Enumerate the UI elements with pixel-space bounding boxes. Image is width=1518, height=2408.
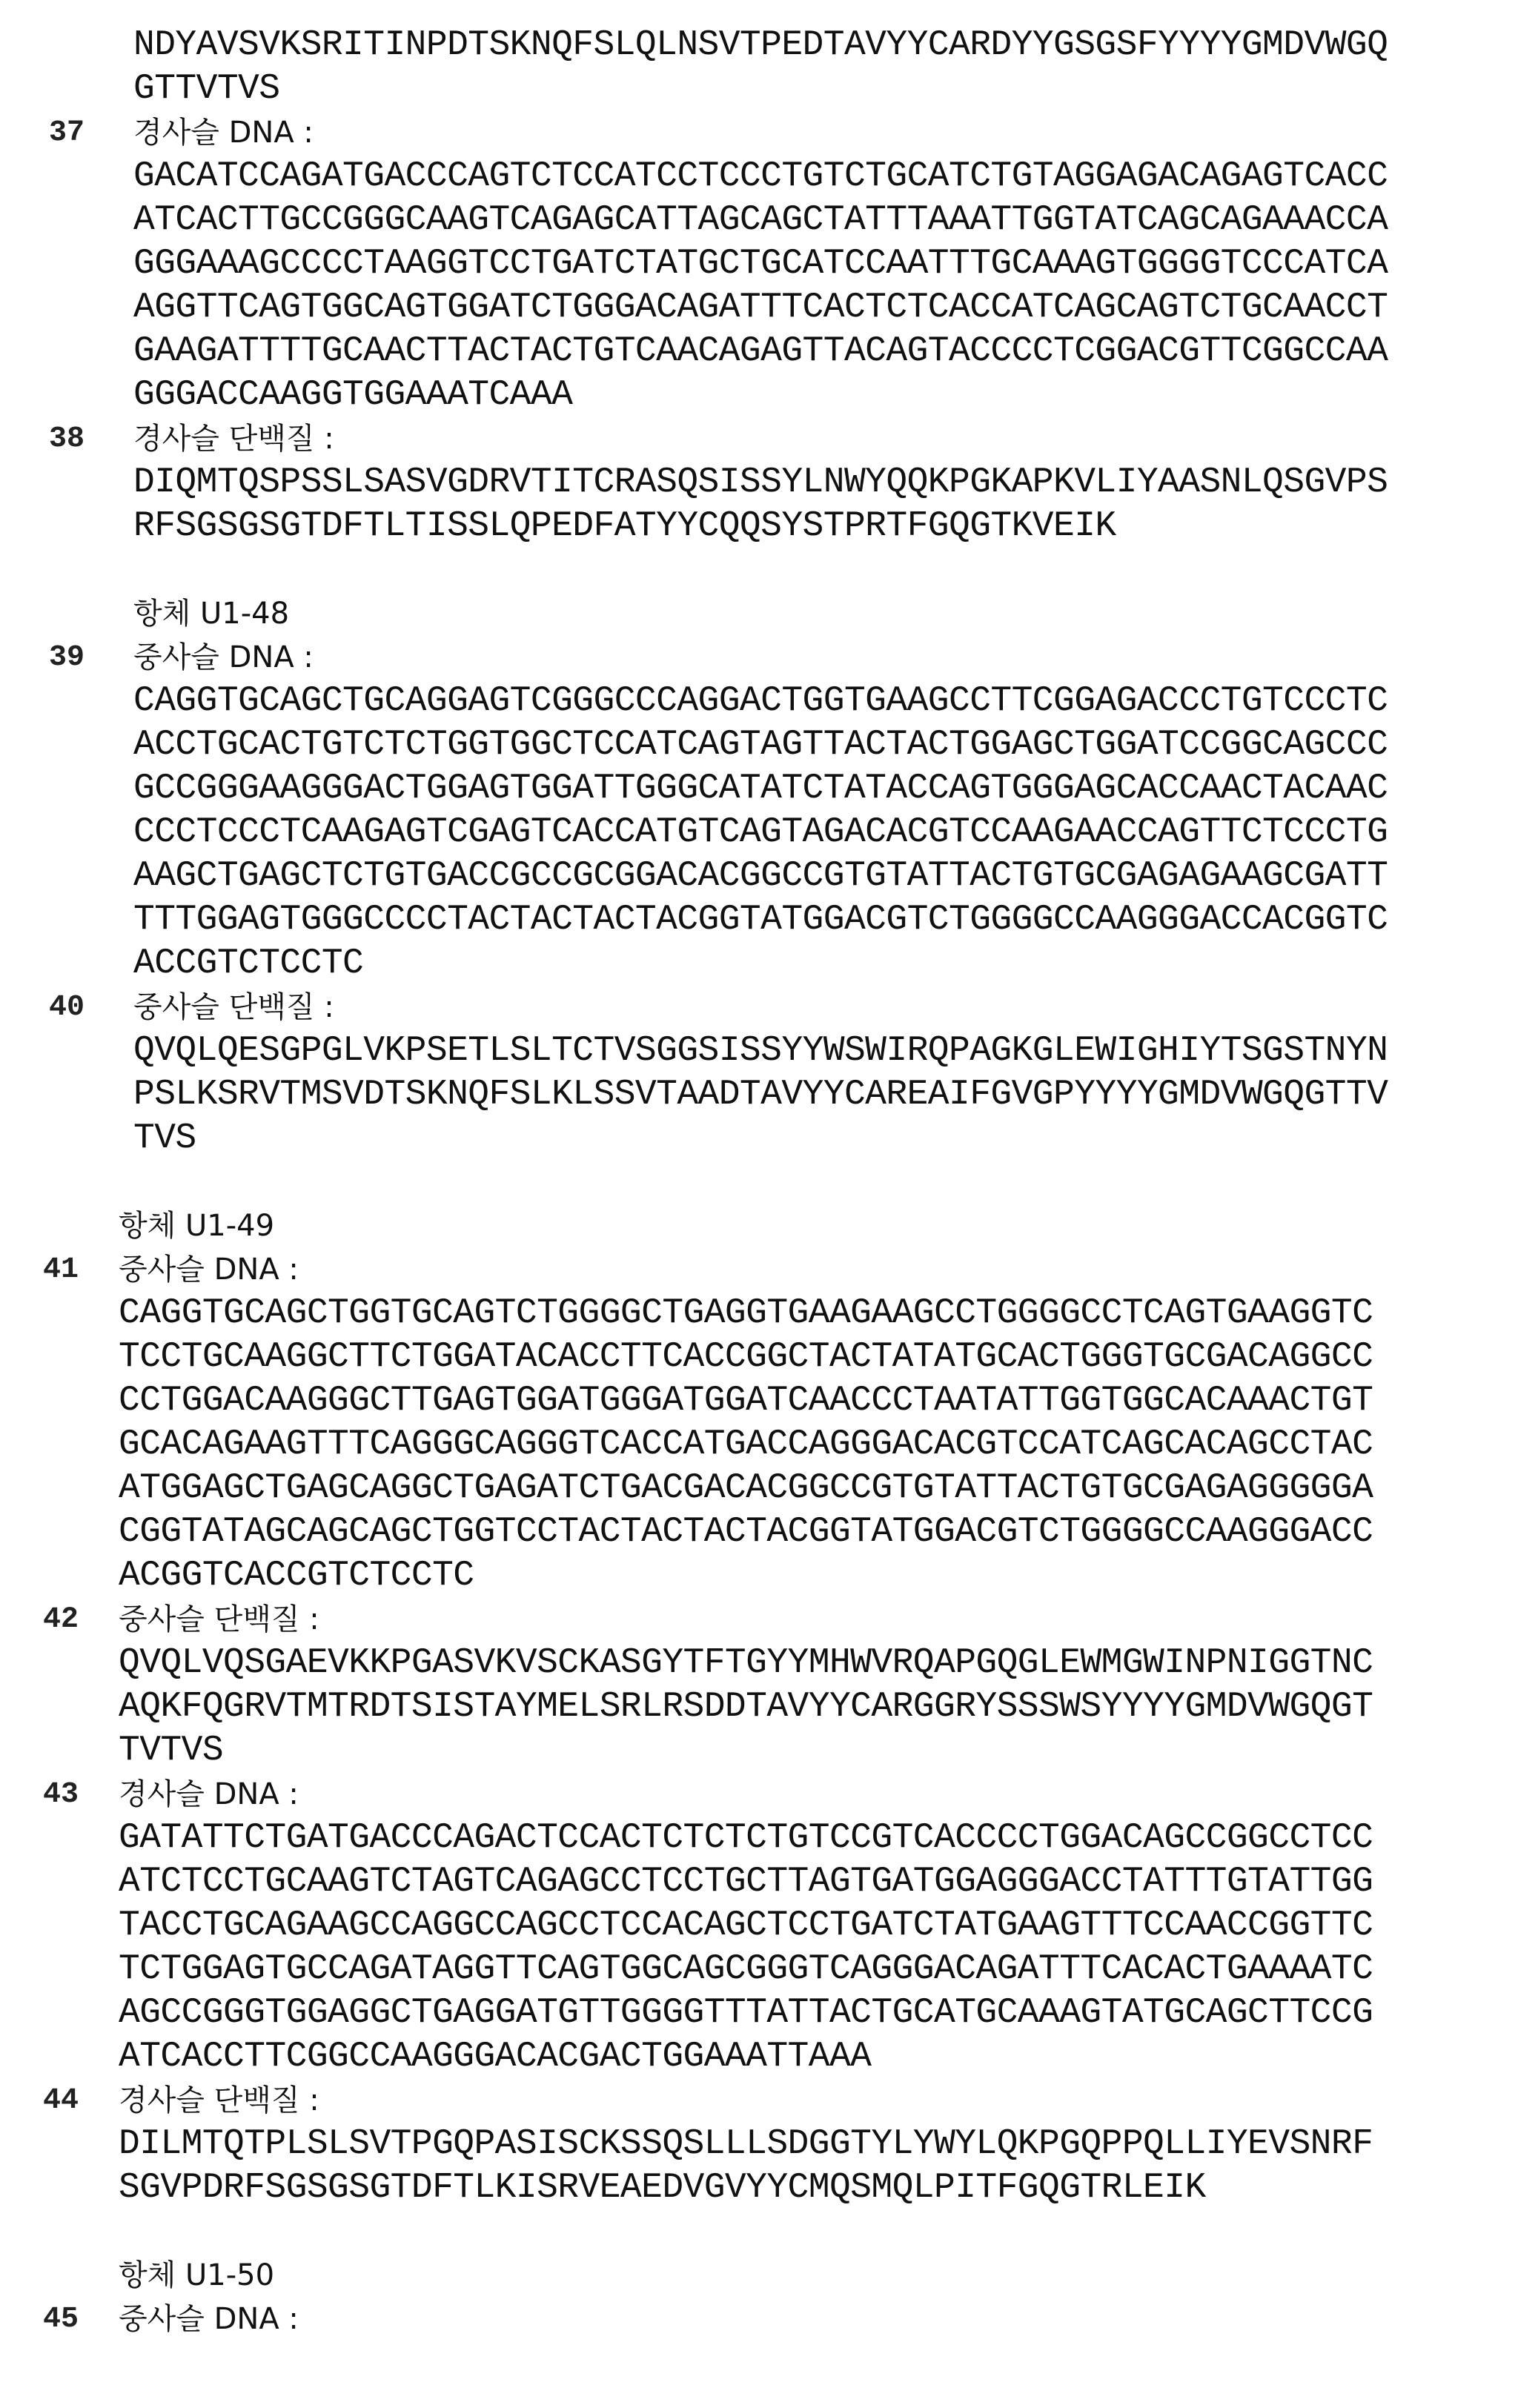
sequence-text: AQKFQGRVTMTRDTSISTAYMELSRLRSDDTAVYYCARGGRYSSSWSYYYYGMDVWGQGT [119,1685,1373,1729]
antibody-heading: 항체 U1-49 [119,1204,274,1248]
sequence-text: CGGTATAGCAGCAGCTGGTCCTACTACTACTACGGTATGGACGTCTGGGGCCAAGGGACC [119,1510,1373,1554]
sequence-line [0,855,1518,898]
sequence-line [0,1642,1518,1685]
sequence-text: GCACAGAAGTTTCAGGGCAGGGTCACCATGACCAGGGACACGTCCATCAGCACAGCCTAC [119,1423,1373,1467]
seq-id-label: 경사슬 단백질 : [119,2079,319,2123]
sequence-text: TCCTGCAAGGCTTCTGGATACACCTTCACCGGCTACTATATGCACTGGGTGCGACAGGCC [119,1336,1373,1379]
sequence-text: TCTGGAGTGCCAGATAGGTTCAGTGGCAGCGGGTCAGGGACAGATTTCACACTGAAAATC [119,1948,1373,1991]
sequence-text: GACATCCAGATGACCCAGTCTCCATCCTCCCTGTCTGCATCTGTAGGAGACAGAGTCACC [133,155,1388,199]
sequence-text: SGVPDRFSGSGSGTDFTLKISRVEAEDVGVYYCMQSMQLPITFGQGTRLEIK [119,2166,1206,2210]
sequence-text: GTTVTVS [133,67,279,111]
seq-id-number: 37 [49,111,84,155]
antibody-heading: 항체 U1-50 [119,2254,274,2298]
sequence-line [0,1336,1518,1379]
sequence-line [0,2035,1518,2079]
seq-id-entry [0,986,1518,1029]
sequence-line [0,505,1518,548]
sequence-line [0,1510,1518,1554]
seq-id-number: 40 [49,986,84,1029]
sequence-line [0,767,1518,811]
sequence-line [0,155,1518,199]
sequence-line [0,1029,1518,1073]
sequence-text: AAGCTGAGCTCTGTGACCGCCGCGGACACGGCCGTGTATTACTGTGCGAGAGAAGCGATT [133,855,1388,898]
seq-id-label: 중사슬 단백질 : [119,1598,319,1642]
seq-id-entry [0,636,1518,680]
sequence-text: TVTVS [119,1729,223,1773]
sequence-line [0,1729,1518,1773]
blank-line [0,2210,1518,2254]
sequence-line [0,723,1518,767]
sequence-line [0,1117,1518,1161]
sequence-line [0,942,1518,986]
sequence-text: QVQLQESGPGLVKPSETLSLTCTVSGGSISSYYWSWIRQPAGKGLEWIGHIYTSGSTNYN [133,1029,1388,1073]
antibody-heading-row [0,1204,1518,1248]
seq-id-entry [0,1773,1518,1817]
sequence-line [0,199,1518,242]
sequence-text: GAAGATTTTGCAACTTACTACTGTCAACAGAGTTACAGTACCCCTCGGACGTTCGGCCAA [133,330,1388,374]
seq-id-label: 경사슬 DNA : [133,111,314,155]
sequence-text: CCTGGACAAGGGCTTGAGTGGATGGGATGGATCAACCCTAATATTGGTGGCACAAACTGT [119,1379,1373,1423]
antibody-section [0,24,1518,548]
sequence-text: ATCTCCTGCAAGTCTAGTCAGAGCCTCCTGCTTAGTGATGGAGGGACCTATTTGTATTGG [119,1860,1373,1904]
blank-line [0,1161,1518,1204]
sequence-line [0,1073,1518,1117]
seq-id-label: 경사슬 DNA : [119,1773,299,1817]
seq-id-label: 중사슬 DNA : [133,636,314,680]
seq-id-label: 중사슬 DNA : [119,2298,299,2341]
antibody-section [0,548,1518,1161]
sequence-line [0,461,1518,505]
seq-id-entry [0,1598,1518,1642]
sequence-text: TACCTGCAGAAGCCAGGCCAGCCTCCACAGCTCCTGATCTATGAAGTTTCCAACCGGTTC [119,1904,1373,1948]
sequence-text: ATCACTTGCCGGGCAAGTCAGAGCATTAGCAGCTATTTAAATTGGTATCAGCAGAAACCA [133,199,1388,242]
sequence-text: CAGGTGCAGCTGCAGGAGTCGGGCCCAGGACTGGTGAAGCCTTCGGAGACCCTGTCCCTC [133,680,1388,723]
seq-id-number: 38 [49,417,84,461]
sequence-line [0,1817,1518,1860]
sequence-text: ACCTGCACTGTCTCTGGTGGCTCCATCAGTAGTTACTACTGGAGCTGGATCCGGCAGCCC [133,723,1388,767]
seq-id-label: 중사슬 단백질 : [133,986,334,1029]
antibody-section [0,1161,1518,2210]
antibody-heading-row [0,592,1518,636]
sequence-line [0,1292,1518,1336]
sequence-text: RFSGSGSGTDFTLTISSLQPEDFATYYCQQSYSTPRTFGQGTKVEIK [133,505,1116,548]
seq-id-entry [0,2079,1518,2123]
seq-id-number: 42 [43,1598,79,1642]
seq-id-label: 중사슬 DNA : [119,1248,299,1292]
seq-id-entry [0,1248,1518,1292]
antibody-heading-row [0,2254,1518,2298]
sequence-line [0,1685,1518,1729]
sequence-line [0,1948,1518,1991]
sequence-line [0,1467,1518,1510]
seq-id-number: 43 [43,1773,79,1817]
sequence-text: ATCACCTTCGGCCAAGGGACACGACTGGAAATTAAA [119,2035,871,2079]
sequence-line [0,1860,1518,1904]
sequence-line [0,242,1518,286]
seq-id-entry [0,2298,1518,2341]
sequence-line [0,811,1518,855]
sequence-text: AGCCGGGTGGAGGCTGAGGATGTTGGGGTTTATTACTGCATGCAAAGTATGCAGCTTCCG [119,1991,1373,2035]
sequence-text: CAGGTGCAGCTGGTGCAGTCTGGGGCTGAGGTGAAGAAGCCTGGGGCCTCAGTGAAGGTC [119,1292,1373,1336]
sequence-text: GCCGGGAAGGGACTGGAGTGGATTGGGCATATCTATACCAGTGGGAGCACCAACTACAAC [133,767,1388,811]
sequence-line [0,1379,1518,1423]
sequence-line [0,374,1518,417]
seq-id-number: 39 [49,636,84,680]
sequence-text: TTTGGAGTGGGCCCCTACTACTACTACGGTATGGACGTCTGGGGCCAAGGGACCACGGTC [133,898,1388,942]
sequence-line [0,1554,1518,1598]
sequence-text: QVQLVQSGAEVKKPGASVKVSCKASGYTFTGYYMHWVRQAPGQGLEWMGWINPNIGGTNC [119,1642,1373,1685]
seq-id-number: 41 [43,1248,79,1292]
sequence-text: GGGAAAGCCCCTAAGGTCCTGATCTATGCTGCATCCAATTTGCAAAGTGGGGTCCCATCA [133,242,1388,286]
antibody-section [0,2210,1518,2341]
seq-id-number: 45 [43,2298,79,2341]
sequence-text: DIQMTQSPSSLSASVGDRVTITCRASQSISSYLNWYQQKPGKAPKVLIYAASNLQSGVPS [133,461,1388,505]
antibody-heading: 항체 U1-48 [133,592,289,636]
sequence-line [0,2123,1518,2166]
sequence-text: NDYAVSVKSRITINPDTSKNQFSLQLNSVTPEDTAVYYCARDYYGSGSFYYYYGMDVWGQ [133,24,1388,67]
sequence-line [0,1904,1518,1948]
seq-id-label: 경사슬 단백질 : [133,417,334,461]
sequence-line [0,898,1518,942]
sequence-text: ACGGTCACCGTCTCCTC [119,1554,474,1598]
sequence-line [0,1423,1518,1467]
blank-line [0,548,1518,592]
seq-id-entry [0,417,1518,461]
seq-id-entry [0,111,1518,155]
sequence-line [0,330,1518,374]
sequence-text: PSLKSRVTMSVDTSKNQFSLKLSSVTAADTAVYYCAREAIFGVGPYYYYGMDVWGQGTTV [133,1073,1388,1117]
sequence-text: AGGTTCAGTGGCAGTGGATCTGGGACAGATTTCACTCTCACCATCAGCAGTCTGCAACCT [133,286,1388,330]
sequence-line [0,286,1518,330]
sequence-line [0,67,1518,111]
sequence-text: GATATTCTGATGACCCAGACTCCACTCTCTCTGTCCGTCACCCCTGGACAGCCGGCCTCC [119,1817,1373,1860]
sequence-text: DILMTQTPLSLSVTPGQPASISCKSSQSLLLSDGGTYLYWYLQKPGQPPQLLIYEVSNRF [119,2123,1373,2166]
patent-sequence-listing [0,24,1518,2341]
seq-id-number: 44 [43,2079,79,2123]
sequence-text: GGGACCAAGGTGGAAATCAAA [133,374,572,417]
sequence-text: ACCGTCTCCTC [133,942,363,986]
sequence-text: ATGGAGCTGAGCAGGCTGAGATCTGACGACACGGCCGTGTATTACTGTGCGAGAGGGGGA [119,1467,1373,1510]
sequence-line [0,680,1518,723]
sequence-line [0,24,1518,67]
sequence-line [0,2166,1518,2210]
sequence-text: CCCTCCCTCAAGAGTCGAGTCACCATGTCAGTAGACACGTCCAAGAACCAGTTCTCCCTG [133,811,1388,855]
sequence-text: TVS [133,1117,196,1161]
sequence-line [0,1991,1518,2035]
